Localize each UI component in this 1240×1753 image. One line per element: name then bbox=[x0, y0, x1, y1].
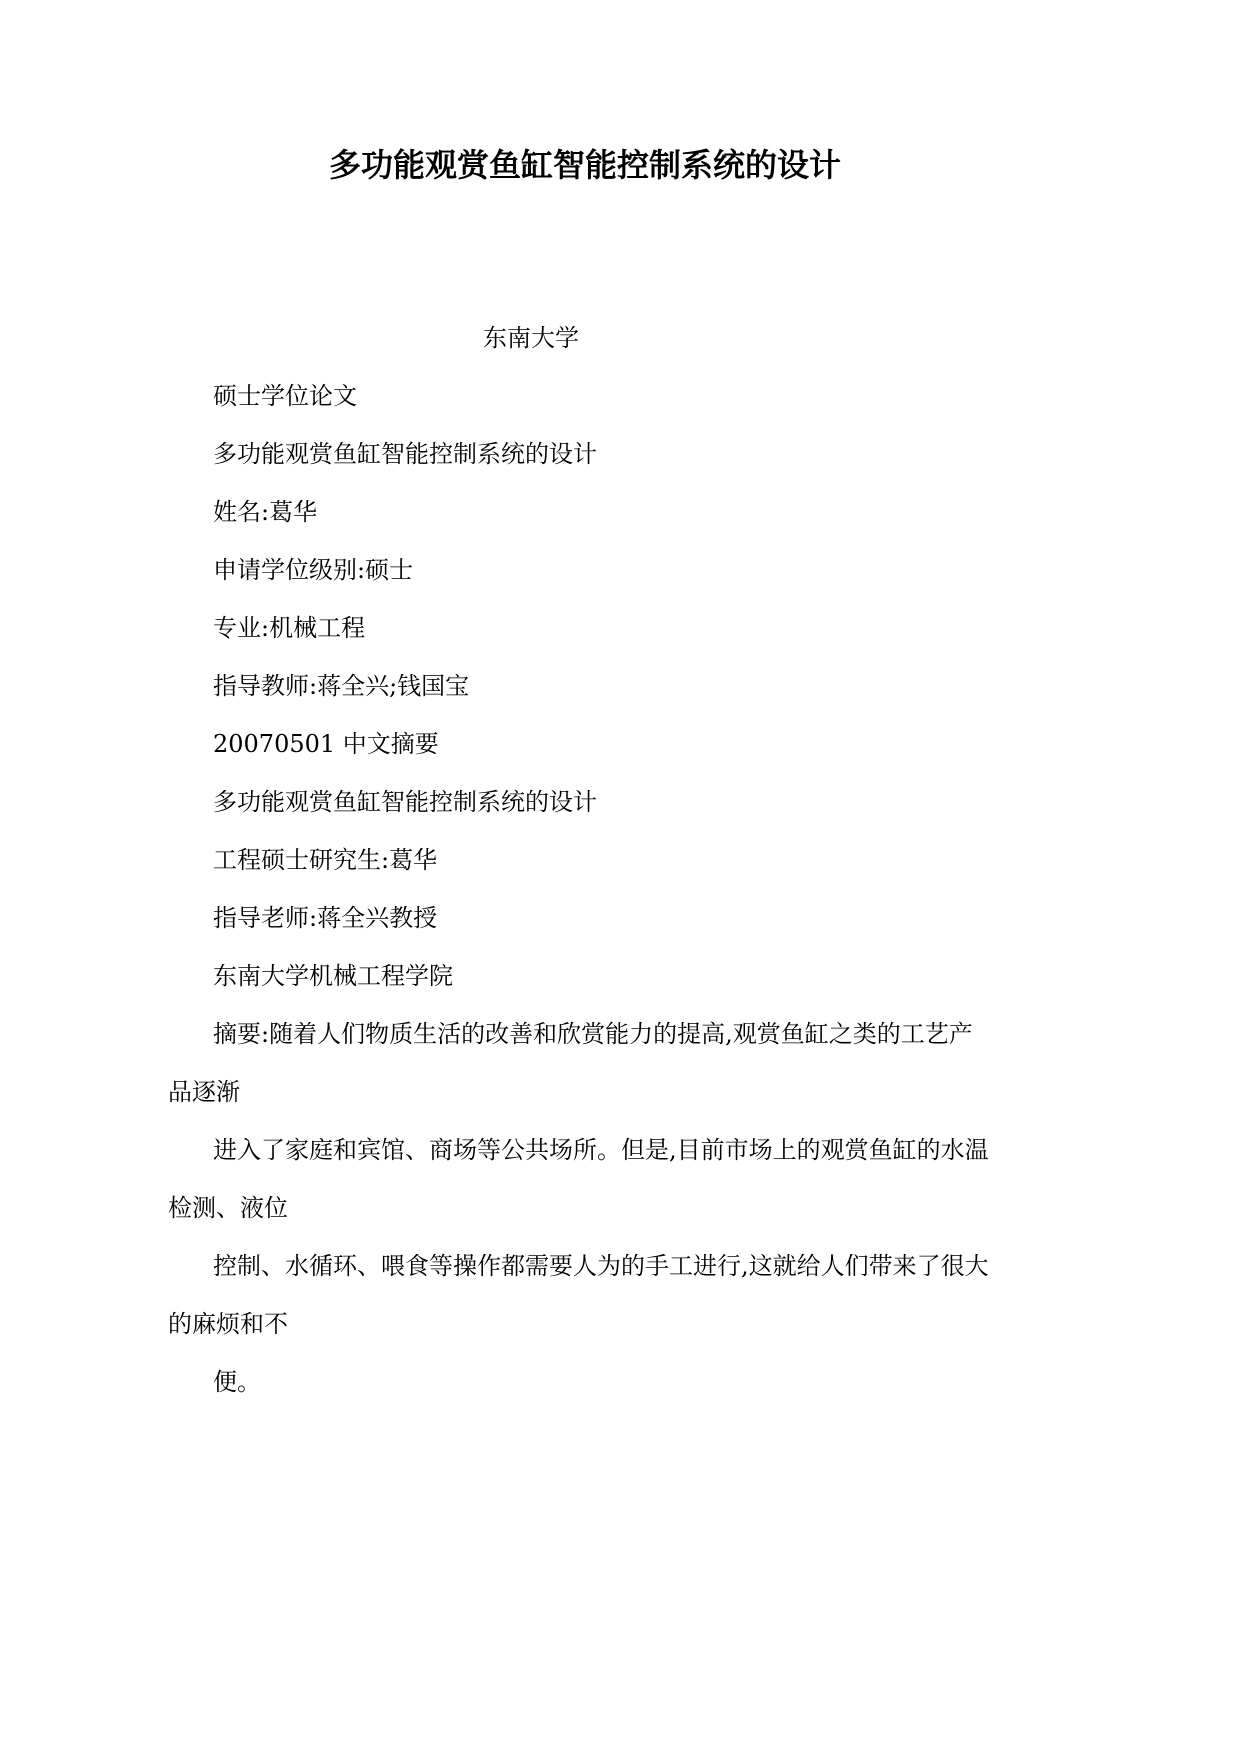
abstract-paragraph bbox=[168, 1121, 989, 1237]
paragraph-line: 控制、水循环、喂食等操作都需要人为的手工进行,这就给人们带来了很大 bbox=[213, 1252, 989, 1280]
document-body bbox=[168, 309, 989, 1411]
paragraph-line: 进入了家庭和宾馆、商场等公共场所。但是,目前市场上的观赏鱼缸的水温 bbox=[213, 1136, 989, 1164]
text-line: 20070501 中文摘要 bbox=[213, 730, 439, 758]
text-line: 多功能观赏鱼缸智能控制系统的设计 bbox=[213, 440, 597, 468]
abstract-paragraph bbox=[168, 1353, 968, 1411]
text-line: 姓名:葛华 bbox=[213, 498, 318, 526]
text-line: 指导教师:蒋全兴;钱国宝 bbox=[213, 672, 470, 700]
university-name: 东南大学 bbox=[483, 324, 579, 352]
text-line: 指导老师:蒋全兴教授 bbox=[213, 904, 438, 932]
text-line: 专业:机械工程 bbox=[213, 614, 366, 642]
text-line: 多功能观赏鱼缸智能控制系统的设计 bbox=[213, 788, 597, 816]
text-line: 硕士学位论文 bbox=[213, 382, 357, 410]
paragraph-line: 检测、液位 bbox=[168, 1194, 288, 1222]
paragraph-line: 品逐渐 bbox=[168, 1078, 240, 1106]
document-title: 多功能观赏鱼缸智能控制系统的设计 bbox=[328, 146, 841, 184]
text-line: 工程硕士研究生:葛华 bbox=[213, 846, 438, 874]
paragraph-line: 的麻烦和不 bbox=[168, 1310, 288, 1338]
paragraph-line: 便。 bbox=[213, 1368, 261, 1396]
text-line: 申请学位级别:硕士 bbox=[213, 556, 414, 584]
text-line: 东南大学机械工程学院 bbox=[213, 962, 453, 990]
abstract-paragraph bbox=[168, 1005, 973, 1121]
paragraph-line: 摘要:随着人们物质生活的改善和欣赏能力的提高,观赏鱼缸之类的工艺产 bbox=[213, 1020, 973, 1048]
abstract-paragraph bbox=[168, 1237, 989, 1353]
